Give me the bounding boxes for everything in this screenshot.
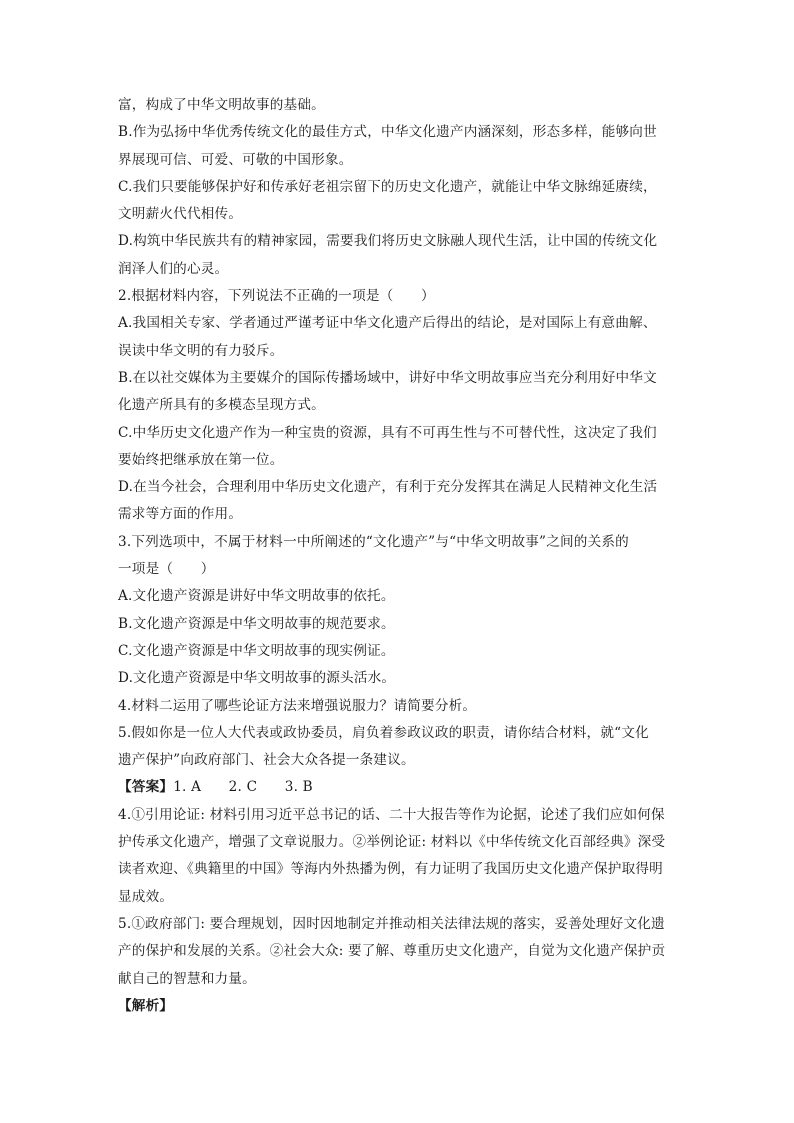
question-3-stem: 3.下列选项中，不属于材料一中所阐述的“文化遗产”与“中华文明故事”之间的关系的: [118, 533, 629, 550]
question-2-option-a: A.我国相关专家、学者通过严谨考证中华文化遗产后得出的结论，是对国际上有意曲解、: [118, 315, 657, 332]
question-2-option-a-continued: 误读中华文明的有力驳斥。: [118, 342, 284, 359]
question-3-option-a: A.文化遗产资源是讲好中华文明故事的依托。: [118, 588, 395, 605]
question-2-option-c: C.中华历史文化遗产作为一种宝贵的资源，具有不可再生性与不可替代性，这决定了我们: [118, 424, 657, 441]
answer-label: 【答案】: [118, 779, 174, 796]
answer-4-line-1: 4.①引用论证: 材料引用习近平总书记的话、二十大报告等作为论据，论述了我们应如何保: [118, 806, 665, 823]
question-5-stem-continued: 遗产保护”向政府部门、社会大众各提一条建议。: [118, 752, 415, 769]
question-1-option-a-continued: 富，构成了中华文明故事的基础。: [118, 97, 325, 113]
answer-5-line-3: 献自己的智慧和力量。: [118, 970, 256, 987]
question-1-option-b-continued: 界展现可信、可爱、可敬的中国形象。: [118, 151, 353, 168]
answer-4-line-4: 显成效。: [118, 888, 174, 905]
question-1-option-c-continued: 文明薪火代代相传。: [118, 206, 243, 223]
question-2-option-d: D.在当今社会，合理利用中华历史文化遗产，有利于充分发挥其在满足人民精神文化生活: [118, 479, 658, 496]
question-3-option-c: C.文化遗产资源是中华文明故事的现实例证。: [118, 642, 395, 659]
question-2-stem: 2.根据材料内容，下列说法不正确的一项是（ ）: [118, 288, 435, 305]
question-1-option-d: D.构筑中华民族共有的精神家园，需要我们将历史文脉融人现代生活，让中国的传统文化: [118, 233, 658, 250]
answer-line: [118, 774, 678, 801]
question-3-option-b: B.文化遗产资源是中华文明故事的规范要求。: [118, 615, 395, 632]
question-3-option-d: D.文化遗产资源是中华文明故事的源头活水。: [118, 670, 396, 687]
question-1-option-d-continued: 润泽人们的心灵。: [118, 260, 229, 277]
question-4-stem: 4.材料二运用了哪些论证方法来增强说服力？请简要分析。: [118, 697, 477, 714]
question-3-stem-continued: 一项是（ ）: [118, 561, 215, 578]
document-page: [118, 92, 678, 1020]
question-1-option-b: B.作为弘扬中华优秀传统文化的最佳方式，中华文化遗产内涵深刻，形态多样，能够向世: [118, 124, 657, 141]
answer-choices: 1. A 2. C 3. B: [173, 779, 313, 796]
question-2-option-b-continued: 化遗产所具有的多模态呈现方式。: [118, 397, 325, 414]
question-2-option-d-continued: 需求等方面的作用。: [118, 506, 243, 523]
question-5-stem: 5.假如你是一位人大代表或政协委员，肩负着参政议政的职责，请你结合材料，就“文化: [118, 724, 649, 741]
question-2-option-c-continued: 要始终把继承放在第一位。: [118, 451, 284, 468]
question-2-option-b: B.在以社交媒体为主要媒介的国际传播场域中，讲好中华文明故事应当充分利用好中华文: [118, 369, 657, 386]
answer-5-line-1: 5.①政府部门: 要合理规划，因时因地制定并推动相关法律法规的落实，妥善处理好文化遗: [118, 915, 665, 932]
analysis-label: 【解析】: [118, 997, 174, 1014]
answer-4-line-3: 读者欢迎、《典籍里的中国》等海内外热播为例，有力证明了我国历史文化遗产保护取得明: [118, 861, 663, 878]
question-1-option-c: C.我们只要能够保护好和传承好老祖宗留下的历史文化遗产，就能让中华文脉绵延赓续，: [118, 178, 657, 195]
answer-4-line-2: 护传承文化遗产，增强了文章说服力。②举例论证: 材料以《中华传统文化百部经典》深受: [118, 834, 666, 851]
answer-5-line-2: 产的保护和发展的关系。②社会大众: 要了解、尊重历史文化遗产，自觉为文化遗产保护贡: [118, 943, 666, 960]
